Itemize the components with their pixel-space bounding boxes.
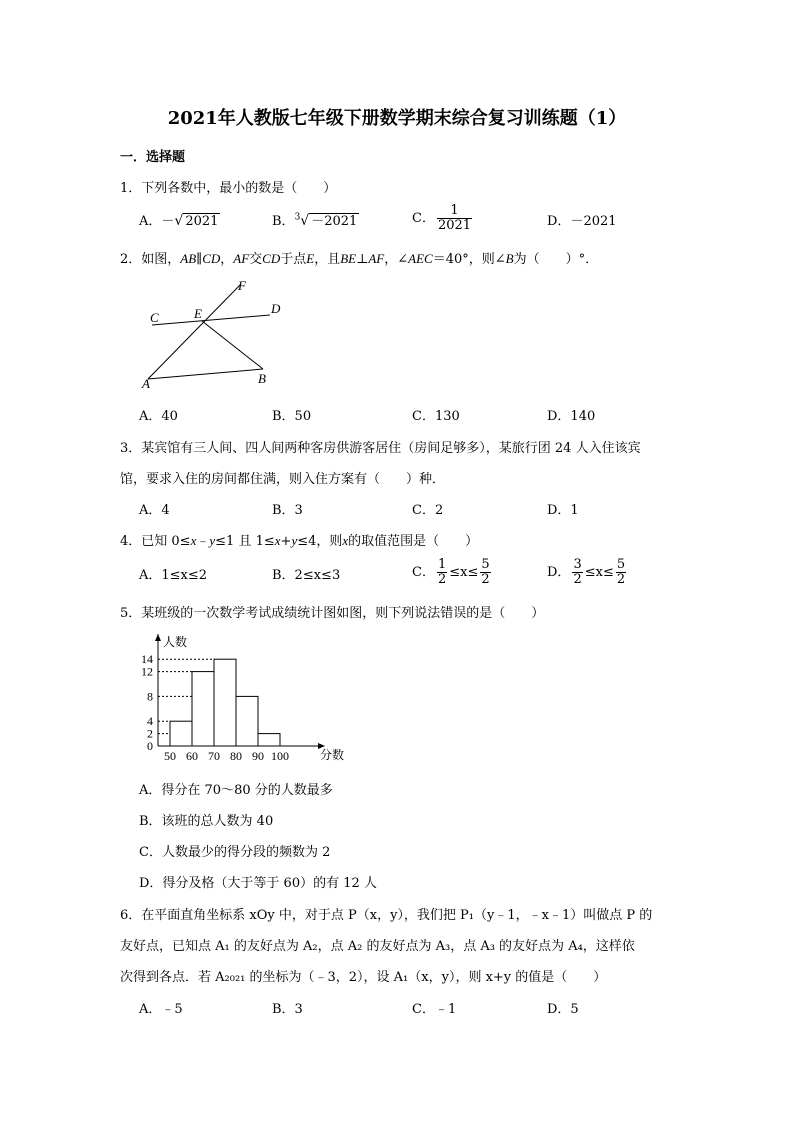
q6-option-c: C．﹣1 xyxy=(412,1002,457,1017)
q3-option-a: A．4 xyxy=(139,503,170,518)
q2-t16: ＝40°，则∠ xyxy=(432,252,506,267)
q3-option-b: B．3 xyxy=(272,503,303,518)
q3-line2: 馆，要求入住的房间都住满，则入住方案有（ ）种． xyxy=(120,472,446,487)
y-axis-arrow xyxy=(155,634,161,641)
y-tick-label: 14 xyxy=(141,652,153,667)
x-tick-label: 70 xyxy=(208,749,220,763)
q3-line1: 3．某宾馆有三人间、四人间两种客房供游客居住（房间足够多），某旅行团 24 人入住该宾 xyxy=(120,441,641,456)
x-tick-label: 60 xyxy=(186,749,198,763)
q5-option-a: A．得分在 70～80 分的人数最多 xyxy=(139,783,333,798)
q4-t3: y xyxy=(209,533,216,548)
q4-d-n2: 5 xyxy=(616,557,626,572)
x-tick-label: 80 xyxy=(230,749,242,763)
q1-option-a: A．－√ 2021 xyxy=(139,213,219,229)
q5-stem: 5．某班级的一次数学考试成绩统计图如图，则下列说法错误的是（ ） xyxy=(120,606,545,621)
q1-a-radicand: 2021 xyxy=(185,214,219,229)
y-tick-label: 12 xyxy=(141,664,153,679)
q1-c-den: 2021 xyxy=(437,218,472,233)
q2-t14: ，∠ xyxy=(384,252,409,267)
q3-option-d: D．1 xyxy=(547,503,579,518)
line-af xyxy=(148,285,240,379)
q4-t10: 的取值范围是（ ） xyxy=(348,534,479,549)
q2-stem xyxy=(120,248,598,267)
q4-d-label: D． xyxy=(547,565,571,580)
q4-option-a: A．1≤x≤2 xyxy=(139,568,208,583)
q2-t1: AB xyxy=(180,251,197,266)
q4-t0: 4．已知 0≤ xyxy=(120,534,191,549)
x-tick-label: 100 xyxy=(271,749,289,763)
q1-b-radicand: －2021 xyxy=(311,214,358,229)
histogram-bar xyxy=(214,659,236,746)
q1-c-label: C． xyxy=(412,211,435,226)
q4-c-n1: 1 xyxy=(437,557,447,572)
q5-option-b: B．该班的总人数为 40 xyxy=(139,814,274,829)
q6-option-d: D．5 xyxy=(547,1002,579,1017)
q4-option-c xyxy=(412,558,493,587)
q4-t7: y xyxy=(291,533,298,548)
q4-t9: x xyxy=(342,533,349,548)
q4-d-mid: ≤x≤ xyxy=(584,565,614,580)
line-eb xyxy=(202,321,263,369)
section-heading: 一．选择题 xyxy=(120,150,186,165)
label-a: A xyxy=(142,376,150,391)
q2-t2: ∥ xyxy=(196,252,203,267)
label-f: F xyxy=(238,278,246,293)
q1-d-value: －2021 xyxy=(570,214,617,229)
q4-c-mid: ≤x≤ xyxy=(449,565,479,580)
q4-c-n2: 5 xyxy=(481,557,490,572)
q2-option-a: A．40 xyxy=(139,409,178,424)
q1-a-prefix: － xyxy=(161,214,175,229)
q1-stem: 1．下列各数中，最小的数是（ ） xyxy=(120,181,337,196)
q4-t6: + xyxy=(280,534,292,549)
q4-c-d2: 2 xyxy=(481,572,490,587)
q6-line1: 6．在平面直角坐标系 xOy 中，对于点 P（x，y），我们把 P₁（y﹣1，﹣x﹣1）叫做点 P 的 xyxy=(120,908,653,923)
q2-t11: BE xyxy=(340,251,357,266)
q1-option-c xyxy=(412,204,474,233)
line-ab xyxy=(148,369,263,379)
q1-b-label: B． xyxy=(272,214,295,229)
q2-option-c: C．130 xyxy=(412,409,460,424)
q4-stem xyxy=(120,530,478,549)
y-tick-label: 4 xyxy=(147,714,153,729)
q5-option-d: D．得分及格（大于等于 60）的有 12 人 xyxy=(139,876,377,891)
q4-d-d2: 2 xyxy=(616,572,626,587)
q1-option-d xyxy=(547,210,617,229)
q2-t4: ， xyxy=(220,252,234,267)
q1-d-label: D． xyxy=(547,214,571,229)
histogram-bars xyxy=(170,659,280,746)
q2-t8: 于点 xyxy=(280,252,307,267)
q2-geometry-figure xyxy=(130,275,300,395)
x-tick-label: 50 xyxy=(164,749,176,763)
q4-d-n1: 3 xyxy=(573,557,582,572)
histogram-bar xyxy=(192,672,214,746)
q6-line3: 次得到各点．若 A₂₀₂₁ 的坐标为（﹣3，2），设 A₁（x，y），则 x+y 的值是（ ） xyxy=(120,970,607,985)
q1-c-fraction xyxy=(437,204,472,233)
q2-t9: E xyxy=(306,251,315,266)
y-tick-label: 2 xyxy=(147,726,153,741)
q1-a-label: A． xyxy=(139,214,162,229)
q4-d-d1: 2 xyxy=(573,572,582,587)
label-e: E xyxy=(194,306,202,321)
y-tick-label: 8 xyxy=(147,689,153,704)
q2-t15: AEC xyxy=(408,251,433,266)
q5-histogram xyxy=(130,628,360,768)
histogram-bar xyxy=(258,734,280,746)
page-title: 2021年人教版七年级下册数学期末综合复习训练题（1） xyxy=(167,108,627,129)
y-tick-label: 0 xyxy=(147,739,153,753)
label-c: C xyxy=(150,310,159,325)
q2-t5: AF xyxy=(233,251,250,266)
histogram-y-ticks xyxy=(141,652,153,753)
label-d: D xyxy=(271,301,281,316)
histogram-x-ticks xyxy=(164,749,289,763)
q4-option-d xyxy=(547,558,628,587)
q4-option-b: B．2≤x≤3 xyxy=(272,568,341,583)
q4-c-d1: 2 xyxy=(437,572,447,587)
q4-t1: x xyxy=(190,533,197,548)
q2-option-b: B．50 xyxy=(272,409,312,424)
x-axis-label: 分数 xyxy=(320,748,345,762)
q2-t7: CD xyxy=(262,251,281,266)
q4-t5: x xyxy=(274,533,281,548)
q4-c-label: C． xyxy=(412,565,435,580)
q2-t10: ，且 xyxy=(314,252,341,267)
q4-t2: ﹣ xyxy=(196,534,210,549)
histogram-bar xyxy=(236,696,258,746)
line-cd xyxy=(152,315,270,325)
q2-t0: 2．如图， xyxy=(120,252,181,267)
q2-t6: 交 xyxy=(249,252,263,267)
q2-t18: 为（ ）°． xyxy=(513,252,599,267)
histogram-bar xyxy=(170,721,192,746)
q4-t4: ≤1 且 1≤ xyxy=(215,534,275,549)
q3-option-c: C．2 xyxy=(412,503,444,518)
q2-t3: CD xyxy=(202,251,221,266)
q2-option-d: D．140 xyxy=(547,409,596,424)
x-tick-label: 90 xyxy=(252,749,264,763)
q1-b-index: 3 xyxy=(294,212,301,223)
q2-t12: ⊥ xyxy=(356,252,369,267)
q1-option-b: B．$^3$√ －2021 xyxy=(272,212,358,229)
q2-t17: B xyxy=(505,251,514,266)
q6-option-b: B．3 xyxy=(272,1002,303,1017)
y-axis-label: 人数 xyxy=(163,635,188,649)
q1-c-num: 1 xyxy=(437,204,472,219)
q2-t13: AF xyxy=(368,251,385,266)
label-b: B xyxy=(258,371,266,386)
q4-t8: ≤4，则 xyxy=(297,534,343,549)
q6-option-a: A．﹣5 xyxy=(139,1002,183,1017)
q5-option-c: C．人数最少的得分段的频数为 2 xyxy=(139,845,331,860)
q6-line2: 友好点，已知点 A₁ 的友好点为 A₂，点 A₂ 的友好点为 A₃，点 A₃ 的友好点为 A₄，这样依 xyxy=(120,939,635,954)
